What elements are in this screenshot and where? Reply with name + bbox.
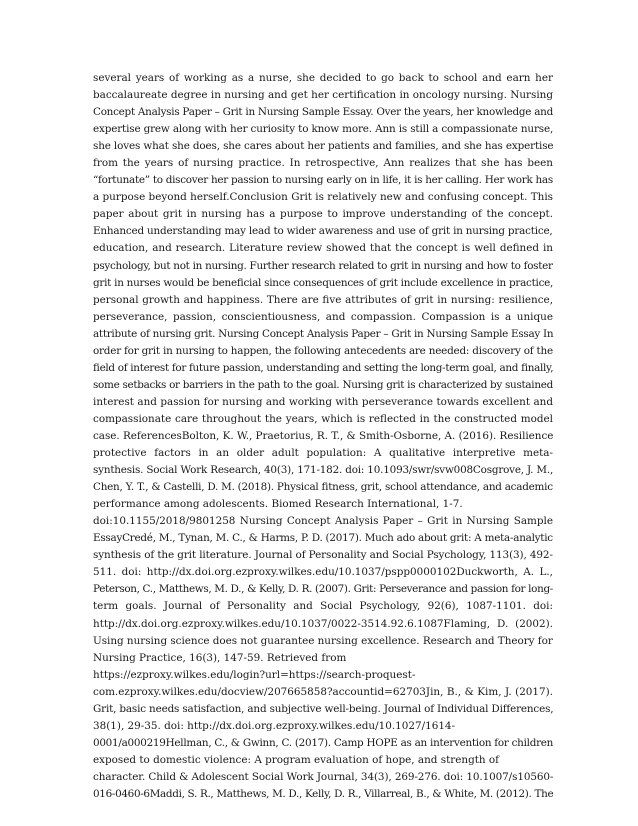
text-line: expertise grew along with her curiosity to know more. Ann is still a compassionate nurse, xyxy=(93,123,554,136)
text-line: perseverance, passion, conscientiousness, and compassion. Compassion is a unique xyxy=(93,310,553,323)
text-line: 0001/a000219Hellman, C., & Gwinn, C. (2017). Camp HOPE as an intervention for children xyxy=(93,736,554,749)
text-line: baccalaureate degree in nursing and get her certification in oncology nursing. Nursing xyxy=(93,89,553,102)
text-line: doi:10.1155/2018/9801258 Nursing Concept Analysis Paper – Grit in Nursing Sample xyxy=(93,515,553,528)
text-line: com.ezproxy.wilkes.edu/docview/207665858?accountid=62703Jin, B., & Kim, J. (2017). xyxy=(93,685,553,698)
text-line: she loves what she does, she cares about her patients and families, and she has expertise xyxy=(93,140,554,153)
body-text xyxy=(93,70,553,803)
text-line: field of interest for future passion, understanding and setting the long-term goal, and finally, xyxy=(93,361,554,374)
text-line: case. ReferencesBolton, K. W., Praetorius, R. T., & Smith-Osborne, A. (2016). Resilience xyxy=(93,429,554,442)
text-line: compassionate care throughout the years, which is reflected in the constructed model xyxy=(93,412,553,425)
text-line: 38(1), 29-35. doi: http://dx.doi.org.ezproxy.wilkes.edu/10.1027/1614- xyxy=(93,719,456,732)
text-line: protective factors in an older adult population: A qualitative interpretive meta- xyxy=(93,447,553,460)
text-line: some setbacks or barriers in the path to the goal. Nursing grit is characterized by sustained xyxy=(93,378,553,391)
text-line: 016-0460-6Maddi, S. R., Matthews, M. D., Kelly, D. R., Villarreal, B., & White, M. (2012). The xyxy=(93,787,554,800)
text-line: psychology, but not in nursing. Further research related to grit in nursing and how to foster xyxy=(93,259,553,272)
text-line: synthesis of the grit literature. Journal of Personality and Social Psychology, 113(3), 492- xyxy=(93,549,553,562)
text-line: performance among adolescents. Biomed Research International, 1-7. xyxy=(93,498,463,511)
text-line: Nursing Practice, 16(3), 147-59. Retrieved from xyxy=(93,651,347,664)
text-line: 511. doi: http://dx.doi.org.ezproxy.wilkes.edu/10.1037/pspp0000102Duckworth, A. L., xyxy=(93,566,553,579)
text-line: grit in nurses would be beneficial since consequences of grit include excellence in practice, xyxy=(93,276,554,289)
text-line: “fortunate” to discover her passion to nursing early on in life, it is her calling. Her work has xyxy=(93,174,553,187)
text-line: from the years of nursing practice. In retrospective, Ann realizes that she has been xyxy=(93,157,553,170)
text-line: Using nursing science does not guarantee nursing excellence. Research and Theory for xyxy=(93,634,553,647)
text-line: Peterson, C., Matthews, M. D., & Kelly, D. R. (2007). Grit: Perseverance and passion for long- xyxy=(93,583,553,596)
text-line: synthesis. Social Work Research, 40(3), 171-182. doi: 10.1093/swr/svw008Cosgrove, J. M., xyxy=(93,464,554,477)
text-line: personal growth and happiness. There are five attributes of grit in nursing: resilience, xyxy=(93,293,553,306)
text-line: exposed to domestic violence: A program evaluation of hope, and strength of xyxy=(93,753,499,766)
text-line: several years of working as a nurse, she decided to go back to school and earn her xyxy=(93,72,553,84)
text-line: a purpose beyond herself.Conclusion Grit is relatively new and confusing concept. This xyxy=(93,191,553,204)
text-line: order for grit in nursing to happen, the following antecedents are needed: discovery of the xyxy=(93,344,553,357)
text-line: education, and research. Literature review showed that the concept is well defined in xyxy=(93,242,553,255)
text-line: character. Child & Adolescent Social Work Journal, 34(3), 269-276. doi: 10.1007/s10560- xyxy=(93,770,554,783)
text-line: term goals. Journal of Personality and Social Psychology, 92(6), 1087-1101. doi: xyxy=(93,600,553,613)
text-line: http://dx.doi.org.ezproxy.wilkes.edu/10.1037/0022-3514.92.6.1087Flaming, D. (2002). xyxy=(93,617,553,630)
text-line: attribute of nursing grit. Nursing Concept Analysis Paper – Grit in Nursing Sample Essay In xyxy=(93,327,554,340)
text-line: Chen, Y. T., & Castelli, D. M. (2018). Physical fitness, grit, school attendance, and academic xyxy=(93,481,553,494)
text-line: Enhanced understanding may lead to wider awareness and use of grit in nursing practice, xyxy=(93,225,553,238)
text-line: EssayCredé, M., Tynan, M. C., & Harms, P. D. (2017). Much ado about grit: A meta-analytic xyxy=(93,532,553,545)
text-line: paper about grit in nursing has a purpose to improve understanding of the concept. xyxy=(93,208,553,221)
text-line: interest and passion for nursing and working with perseverance towards excellent and xyxy=(93,395,553,408)
text-line: https://ezproxy.wilkes.edu/login?url=https://search-proquest- xyxy=(93,668,416,681)
text-line: Concept Analysis Paper – Grit in Nursing Sample Essay. Over the years, her knowledge and xyxy=(93,106,553,119)
text-line: Grit, basic needs satisfaction, and subjective well-being. Journal of Individual Differences, xyxy=(93,702,554,715)
